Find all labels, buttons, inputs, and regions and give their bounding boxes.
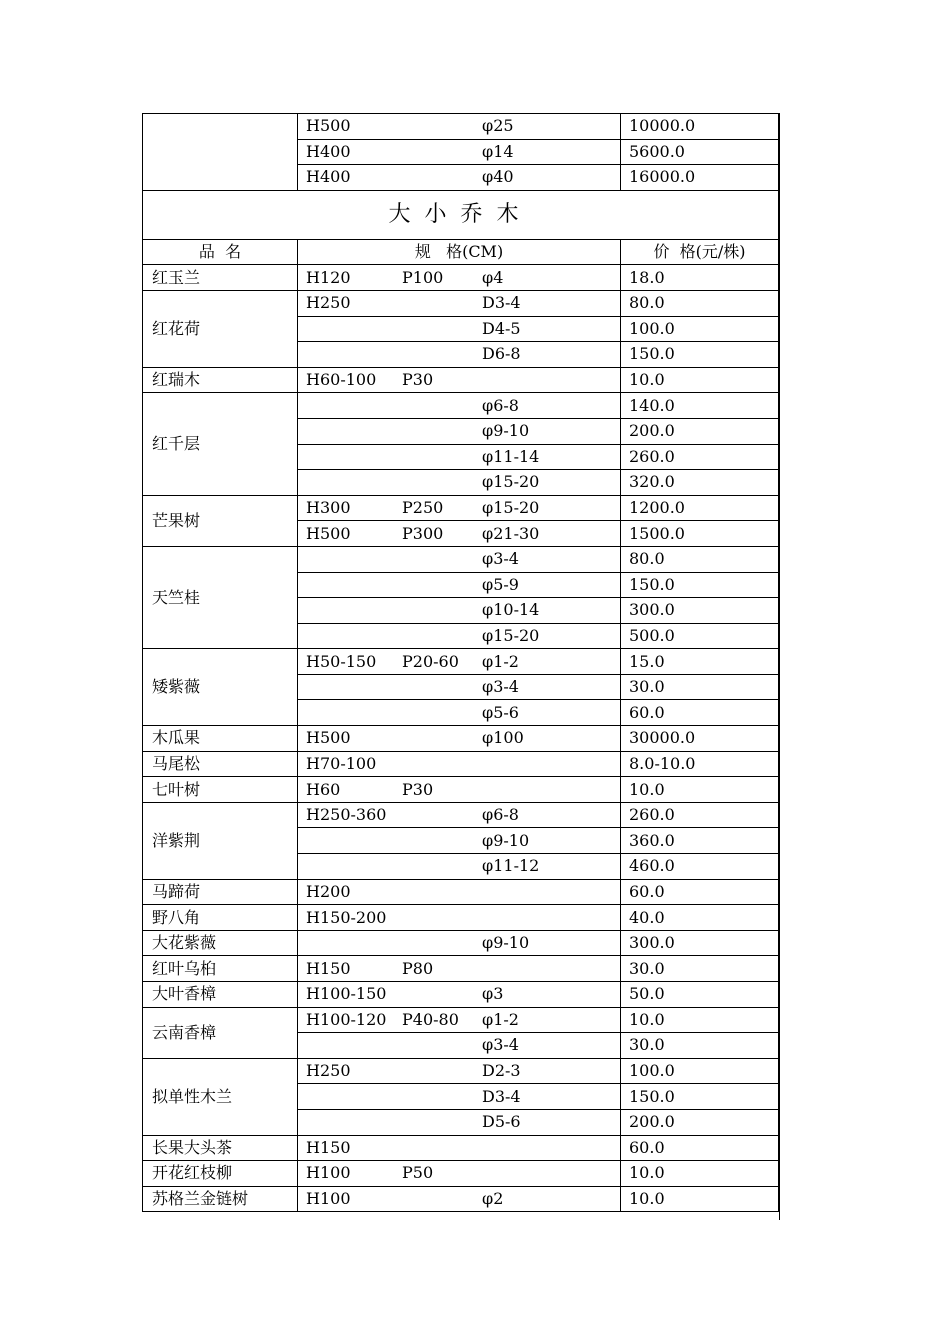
spec-p: P300 <box>402 523 444 543</box>
spec-cell <box>298 623 621 649</box>
spec-d: D3-4 <box>482 293 521 313</box>
price-cell: 60.0 <box>621 879 779 905</box>
plant-name-cell: 红瑞木 <box>143 367 298 393</box>
spec-d: φ15-20 <box>482 498 540 518</box>
spec-p: P40-80 <box>402 1009 459 1029</box>
table-row <box>143 367 779 393</box>
header-row <box>143 239 779 265</box>
spec-d: D2-3 <box>482 1061 521 1081</box>
spec-p: P250 <box>402 498 444 518</box>
price-cell: 360.0 <box>621 828 779 854</box>
spec-h: H70-100 <box>306 753 377 773</box>
price-cell: 80.0 <box>621 290 779 316</box>
name-cell <box>143 114 298 191</box>
spec-d: φ9-10 <box>482 933 530 953</box>
table-row <box>143 726 779 752</box>
spec-p: P30 <box>402 370 434 390</box>
spec-cell <box>298 1084 621 1110</box>
spec-p: P20-60 <box>402 651 459 671</box>
table-row <box>143 114 779 140</box>
price-table <box>142 113 779 1212</box>
spec-d: D6-8 <box>482 344 521 364</box>
price-cell: 100.0 <box>621 1058 779 1084</box>
price-cell: 30.0 <box>621 1033 779 1059</box>
table-row <box>143 879 779 905</box>
price-cell: 100.0 <box>621 316 779 342</box>
table-row <box>143 265 779 291</box>
spec-cell <box>298 930 621 956</box>
spec-h: H100-120 <box>306 1009 387 1029</box>
spec-d: φ100 <box>482 728 524 748</box>
spec-h: H100-150 <box>306 984 387 1004</box>
section-title: 大小乔木 <box>143 190 779 239</box>
price-cell: 1200.0 <box>621 495 779 521</box>
section-title-row <box>143 190 779 239</box>
spec-h: H150-200 <box>306 907 387 927</box>
price-cell: 50.0 <box>621 982 779 1008</box>
spec-cell: H400 φ14 <box>298 139 621 165</box>
plant-name-cell: 红玉兰 <box>143 265 298 291</box>
price-cell: 10.0 <box>621 1007 779 1033</box>
table-row <box>143 905 779 931</box>
spec-cell <box>298 674 621 700</box>
table-row <box>143 393 779 419</box>
spec-h: H250 <box>306 293 351 313</box>
plant-name-cell: 马尾松 <box>143 751 298 777</box>
table-row <box>143 495 779 521</box>
plant-name-cell: 大叶香樟 <box>143 982 298 1008</box>
price-cell: 30.0 <box>621 674 779 700</box>
table-row <box>143 1058 779 1084</box>
price-cell: 140.0 <box>621 393 779 419</box>
table-row <box>143 649 779 675</box>
spec-cell <box>298 367 621 393</box>
spec-cell <box>298 444 621 470</box>
spec-d: φ6-8 <box>482 805 519 825</box>
spec-d: φ15-20 <box>482 625 540 645</box>
plant-name-cell: 七叶树 <box>143 777 298 803</box>
price-cell: 30000.0 <box>621 726 779 752</box>
spec-h: H150 <box>306 1137 351 1157</box>
price-cell: 460.0 <box>621 854 779 880</box>
price-cell: 200.0 <box>621 1109 779 1135</box>
spec-h: H200 <box>306 881 351 901</box>
plant-name-cell: 大花紫薇 <box>143 930 298 956</box>
spec-d: φ6-8 <box>482 395 519 415</box>
spec-h: H100 <box>306 1163 351 1183</box>
price-cell: 260.0 <box>621 444 779 470</box>
price-cell: 10000.0 <box>621 114 779 140</box>
spec-cell <box>298 1186 621 1212</box>
table-row <box>143 930 779 956</box>
spec-cell <box>298 572 621 598</box>
spec-d: φ9-10 <box>482 830 530 850</box>
plant-name-cell: 矮紫薇 <box>143 649 298 726</box>
table-row <box>143 1186 779 1212</box>
plant-name-cell: 野八角 <box>143 905 298 931</box>
price-cell: 40.0 <box>621 905 779 931</box>
table-row <box>143 956 779 982</box>
spec-cell <box>298 1109 621 1135</box>
plant-name-cell: 长果大头茶 <box>143 1135 298 1161</box>
spec-cell <box>298 521 621 547</box>
spec-cell <box>298 290 621 316</box>
price-cell: 150.0 <box>621 1084 779 1110</box>
table-row <box>143 982 779 1008</box>
price-cell: 16000.0 <box>621 165 779 191</box>
spec-cell <box>298 828 621 854</box>
price-cell: 15.0 <box>621 649 779 675</box>
plant-name-cell: 红叶乌桕 <box>143 956 298 982</box>
price-cell: 10.0 <box>621 777 779 803</box>
price-cell: 300.0 <box>621 598 779 624</box>
spec-cell <box>298 1135 621 1161</box>
spec-d: φ11-12 <box>482 856 540 876</box>
spec-p: P30 <box>402 779 434 799</box>
spec-cell <box>298 1161 621 1187</box>
spec-cell <box>298 316 621 342</box>
price-cell: 150.0 <box>621 572 779 598</box>
spec-h: H50-150 <box>306 651 377 671</box>
price-cell: 80.0 <box>621 546 779 572</box>
spec-cell <box>298 470 621 496</box>
spec-cell <box>298 982 621 1008</box>
table-row <box>143 1007 779 1033</box>
plant-name-cell: 木瓜果 <box>143 726 298 752</box>
spec-cell: H500 φ25 <box>298 114 621 140</box>
spec-cell <box>298 700 621 726</box>
table-row <box>143 751 779 777</box>
spec-h: H120 <box>306 267 351 287</box>
plant-name-cell: 马蹄荷 <box>143 879 298 905</box>
price-cell: 1500.0 <box>621 521 779 547</box>
plant-name-cell: 洋紫荆 <box>143 802 298 879</box>
header-spec: 规 格(CM) <box>298 239 621 265</box>
table-row <box>143 1135 779 1161</box>
price-cell: 10.0 <box>621 367 779 393</box>
spec-cell <box>298 598 621 624</box>
price-cell: 300.0 <box>621 930 779 956</box>
spec-d: φ3-4 <box>482 1035 519 1055</box>
spec-h: H100 <box>306 1189 351 1209</box>
spec-d: φ1-2 <box>482 651 519 671</box>
plant-name-cell: 拟单性木兰 <box>143 1058 298 1135</box>
spec-d: φ1-2 <box>482 1009 519 1029</box>
spec-h: H300 <box>306 498 351 518</box>
spec-d: φ2 <box>482 1189 504 1209</box>
price-cell: 10.0 <box>621 1186 779 1212</box>
price-cell: 200.0 <box>621 418 779 444</box>
spec-cell <box>298 1033 621 1059</box>
table-row <box>143 546 779 572</box>
spec-cell <box>298 854 621 880</box>
spec-d: φ4 <box>482 267 504 287</box>
price-cell: 260.0 <box>621 802 779 828</box>
plant-name-cell: 云南香樟 <box>143 1007 298 1058</box>
spec-d: φ5-6 <box>482 702 519 722</box>
spec-d: φ10-14 <box>482 600 540 620</box>
spec-d: φ21-30 <box>482 523 540 543</box>
price-cell: 320.0 <box>621 470 779 496</box>
plant-name-cell: 芒果树 <box>143 495 298 546</box>
spec-d: D4-5 <box>482 318 521 338</box>
table-row <box>143 802 779 828</box>
spec-d: φ5-9 <box>482 574 519 594</box>
spec-p: P50 <box>402 1163 434 1183</box>
spec-cell <box>298 726 621 752</box>
spec-cell <box>298 546 621 572</box>
spec-h: H60 <box>306 779 341 799</box>
price-cell: 8.0-10.0 <box>621 751 779 777</box>
header-price: 价 格(元/株) <box>621 239 779 265</box>
spec-h: H500 <box>306 523 351 543</box>
price-cell: 5600.0 <box>621 139 779 165</box>
spec-h: H150 <box>306 958 351 978</box>
spec-cell <box>298 1058 621 1084</box>
price-cell: 60.0 <box>621 1135 779 1161</box>
price-cell: 18.0 <box>621 265 779 291</box>
price-cell: 30.0 <box>621 956 779 982</box>
plant-name-cell: 天竺桂 <box>143 546 298 648</box>
spec-cell: H400 φ40 <box>298 165 621 191</box>
plant-name-cell: 苏格兰金链树 <box>143 1186 298 1212</box>
table-body <box>143 265 779 1212</box>
spec-cell <box>298 649 621 675</box>
spec-p: P100 <box>402 267 444 287</box>
spec-cell <box>298 265 621 291</box>
spec-cell <box>298 879 621 905</box>
spec-cell <box>298 802 621 828</box>
price-cell: 10.0 <box>621 1161 779 1187</box>
spec-d: φ3-4 <box>482 677 519 697</box>
spec-d: D5-6 <box>482 1112 521 1132</box>
price-cell: 150.0 <box>621 342 779 368</box>
spec-d: φ11-14 <box>482 446 540 466</box>
spec-h: H250-360 <box>306 805 387 825</box>
spec-p: P80 <box>402 958 434 978</box>
spec-d: φ15-20 <box>482 472 540 492</box>
table-row <box>143 777 779 803</box>
spec-cell <box>298 495 621 521</box>
plant-name-cell: 红花荷 <box>143 290 298 367</box>
spec-cell <box>298 751 621 777</box>
spec-cell <box>298 905 621 931</box>
price-cell: 60.0 <box>621 700 779 726</box>
spec-cell <box>298 418 621 444</box>
spec-h: H60-100 <box>306 370 377 390</box>
spec-d: φ3 <box>482 984 504 1004</box>
spec-d: φ9-10 <box>482 421 530 441</box>
spec-h: H250 <box>306 1061 351 1081</box>
spec-h: H500 <box>306 728 351 748</box>
price-cell: 500.0 <box>621 623 779 649</box>
header-name: 品 名 <box>143 239 298 265</box>
plant-name-cell: 红千层 <box>143 393 298 495</box>
plant-name-cell: 开花红枝柳 <box>143 1161 298 1187</box>
spec-cell <box>298 777 621 803</box>
spec-cell <box>298 342 621 368</box>
spec-cell <box>298 956 621 982</box>
spec-cell <box>298 393 621 419</box>
table-row <box>143 290 779 316</box>
right-border-line <box>779 113 780 1220</box>
spec-d: D3-4 <box>482 1086 521 1106</box>
table-row <box>143 1161 779 1187</box>
spec-d: φ3-4 <box>482 549 519 569</box>
spec-cell <box>298 1007 621 1033</box>
